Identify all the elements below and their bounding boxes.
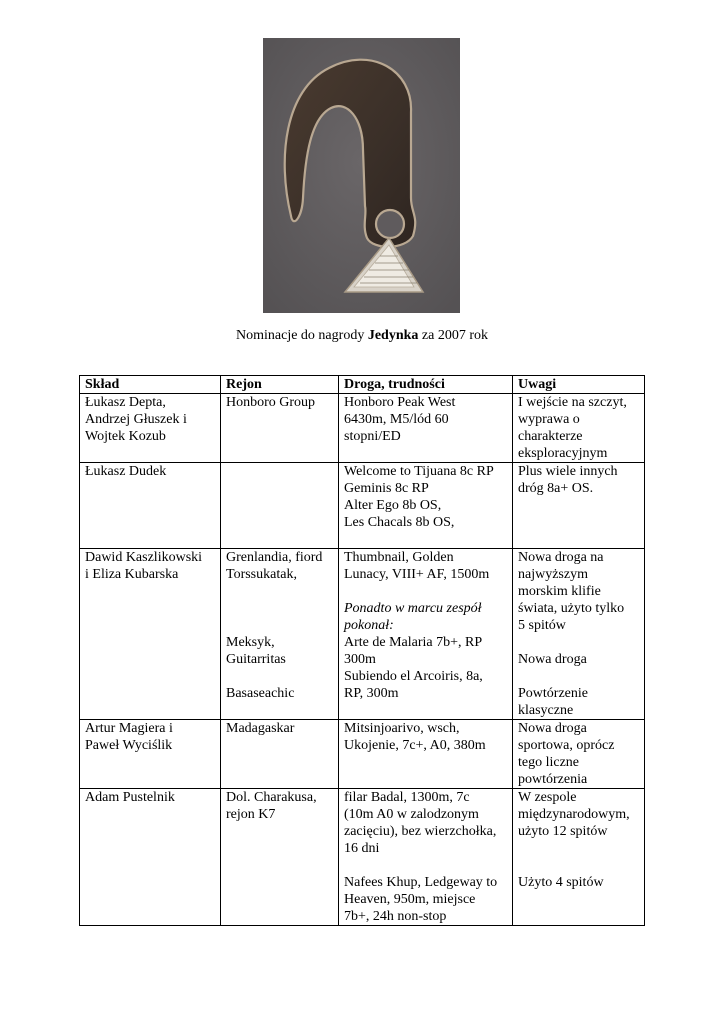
cell-line: stopni/ED bbox=[344, 429, 401, 444]
cell-line: Dol. Charakusa, bbox=[226, 790, 317, 805]
cell-line: Nowa droga na bbox=[518, 550, 604, 565]
cell-rejon bbox=[221, 789, 339, 926]
cell-line bbox=[344, 531, 507, 548]
table-row bbox=[80, 549, 645, 720]
cell-line bbox=[226, 583, 333, 600]
table-row bbox=[80, 720, 645, 789]
cell-rejon bbox=[221, 549, 339, 720]
cell-line: dróg 8a+ OS. bbox=[518, 481, 594, 496]
cell-line: W zespole bbox=[518, 790, 577, 805]
cell-droga bbox=[339, 789, 513, 926]
table-row bbox=[80, 463, 645, 549]
cell-uwagi bbox=[513, 463, 645, 549]
cell-line: charakterze bbox=[518, 429, 583, 444]
cell-line bbox=[226, 463, 333, 480]
cell-line bbox=[344, 702, 507, 719]
cell-line: Ukojenie, 7c+, A0, 380m bbox=[344, 738, 486, 753]
cell-uwagi bbox=[513, 549, 645, 720]
cell-line bbox=[226, 668, 333, 685]
cell-rejon bbox=[221, 394, 339, 463]
nominations-table bbox=[79, 375, 645, 926]
cell-sklad bbox=[80, 394, 221, 463]
cell-line: Andrzej Głuszek i bbox=[85, 412, 187, 427]
cell-line: i Eliza Kubarska bbox=[85, 567, 179, 582]
cell-line: Les Chacals 8b OS, bbox=[344, 515, 455, 530]
cell-line: Powtórzenie bbox=[518, 686, 588, 701]
cell-line: Welcome to Tijuana 8c RP bbox=[344, 464, 494, 479]
cell-line-italic: Ponadto w marcu zespół bbox=[344, 601, 482, 616]
cell-line bbox=[344, 583, 507, 600]
award-photo bbox=[263, 38, 460, 313]
cell-line: Basaseachic bbox=[226, 686, 295, 701]
cell-line: I wejście na szczyt, bbox=[518, 395, 627, 410]
table-row bbox=[80, 394, 645, 463]
cell-sklad bbox=[80, 463, 221, 549]
cell-sklad bbox=[80, 789, 221, 926]
cell-uwagi bbox=[513, 394, 645, 463]
cell-line: Subiendo el Arcoiris, 8a, bbox=[344, 669, 483, 684]
cell-droga bbox=[339, 549, 513, 720]
cell-line bbox=[344, 857, 507, 874]
caption-prefix: Nominacje do nagrody bbox=[236, 328, 368, 343]
cell-line: Honboro Peak West bbox=[344, 395, 456, 410]
cell-line: Grenlandia, fiord bbox=[226, 550, 323, 565]
award-name: Jedynka bbox=[367, 328, 419, 343]
cell-uwagi bbox=[513, 720, 645, 789]
cell-line: Artur Magiera i bbox=[85, 721, 173, 736]
cell-droga bbox=[339, 720, 513, 789]
cell-line: sportowa, oprócz bbox=[518, 738, 615, 753]
cell-line: wyprawa o bbox=[518, 412, 580, 427]
cell-line: klasyczne bbox=[518, 703, 574, 718]
cell-line: eksploracyjnym bbox=[518, 446, 608, 461]
cell-line: Torssukatak, bbox=[226, 567, 297, 582]
cell-line bbox=[518, 840, 639, 857]
table-row bbox=[80, 789, 645, 926]
cell-line: Lunacy, VIII+ AF, 1500m bbox=[344, 567, 490, 582]
cell-line: Guitarritas bbox=[226, 652, 286, 667]
cell-droga bbox=[339, 394, 513, 463]
header-rejon: Rejon bbox=[221, 376, 339, 394]
trophy-icon bbox=[263, 38, 460, 313]
cell-line: Dawid Kaszlikowski bbox=[85, 550, 203, 565]
cell-line bbox=[518, 668, 639, 685]
header-droga: Droga, trudności bbox=[339, 376, 513, 394]
cell-sklad bbox=[80, 720, 221, 789]
cell-line: najwyższym bbox=[518, 567, 588, 582]
cell-line: Nowa droga bbox=[518, 652, 587, 667]
cell-line: 7b+, 24h non-stop bbox=[344, 909, 447, 924]
cell-line: Geminis 8c RP bbox=[344, 481, 429, 496]
cell-line: Alter Ego 8b OS, bbox=[344, 498, 442, 513]
cell-line: Mitsinjoarivo, wsch, bbox=[344, 721, 460, 736]
cell-sklad bbox=[80, 549, 221, 720]
cell-line: Adam Pustelnik bbox=[85, 790, 175, 805]
cell-line: 16 dni bbox=[344, 841, 380, 856]
cell-line: rejon K7 bbox=[226, 807, 276, 822]
cell-line: Meksyk, bbox=[226, 635, 275, 650]
cell-line: RP, 300m bbox=[344, 686, 399, 701]
cell-line: morskim klifie bbox=[518, 584, 601, 599]
cell-line bbox=[518, 634, 639, 651]
cell-line: (10m A0 w zalodzonym bbox=[344, 807, 479, 822]
cell-line: międzynarodowym, bbox=[518, 807, 630, 822]
cell-droga bbox=[339, 463, 513, 549]
cell-line: 300m bbox=[344, 652, 376, 667]
cell-line: powtórzenia bbox=[518, 772, 588, 787]
header-uwagi: Uwagi bbox=[513, 376, 645, 394]
cell-line bbox=[226, 617, 333, 634]
cell-line: Paweł Wyciślik bbox=[85, 738, 173, 753]
cell-line-italic: pokonał: bbox=[344, 618, 394, 633]
cell-line bbox=[226, 702, 333, 719]
header-sklad: Skład bbox=[80, 376, 221, 394]
cell-line: użyto 12 spitów bbox=[518, 824, 608, 839]
cell-line: Heaven, 950m, miejsce bbox=[344, 892, 476, 907]
cell-line: filar Badal, 1300m, 7c bbox=[344, 790, 470, 805]
cell-line: Honboro Group bbox=[226, 395, 316, 410]
cell-line: zacięciu), bez wierzchołka, bbox=[344, 824, 497, 839]
cell-line: Arte de Malaria 7b+, RP bbox=[344, 635, 483, 650]
cell-line bbox=[518, 857, 639, 874]
cell-rejon bbox=[221, 720, 339, 789]
cell-line: świata, użyto tylko bbox=[518, 601, 625, 616]
cell-line: Madagaskar bbox=[226, 721, 295, 736]
cell-line bbox=[226, 600, 333, 617]
cell-rejon bbox=[221, 463, 339, 549]
cell-line: Łukasz Dudek bbox=[85, 464, 167, 479]
cell-line: Wojtek Kozub bbox=[85, 429, 166, 444]
cell-line: Nafees Khup, Ledgeway to bbox=[344, 875, 498, 890]
cell-line: tego liczne bbox=[518, 755, 580, 770]
cell-line: 5 spitów bbox=[518, 618, 566, 633]
cell-line: Łukasz Depta, bbox=[85, 395, 166, 410]
cell-line: Użyto 4 spitów bbox=[518, 875, 604, 890]
cell-line: Nowa droga bbox=[518, 721, 587, 736]
cell-line: Thumbnail, Golden bbox=[344, 550, 454, 565]
cell-uwagi bbox=[513, 789, 645, 926]
caption-suffix: za 2007 rok bbox=[418, 328, 488, 343]
table-header-row bbox=[80, 376, 645, 394]
caption bbox=[0, 327, 724, 345]
cell-line: Plus wiele innych bbox=[518, 464, 618, 479]
cell-line: 6430m, M5/lód 60 bbox=[344, 412, 449, 427]
